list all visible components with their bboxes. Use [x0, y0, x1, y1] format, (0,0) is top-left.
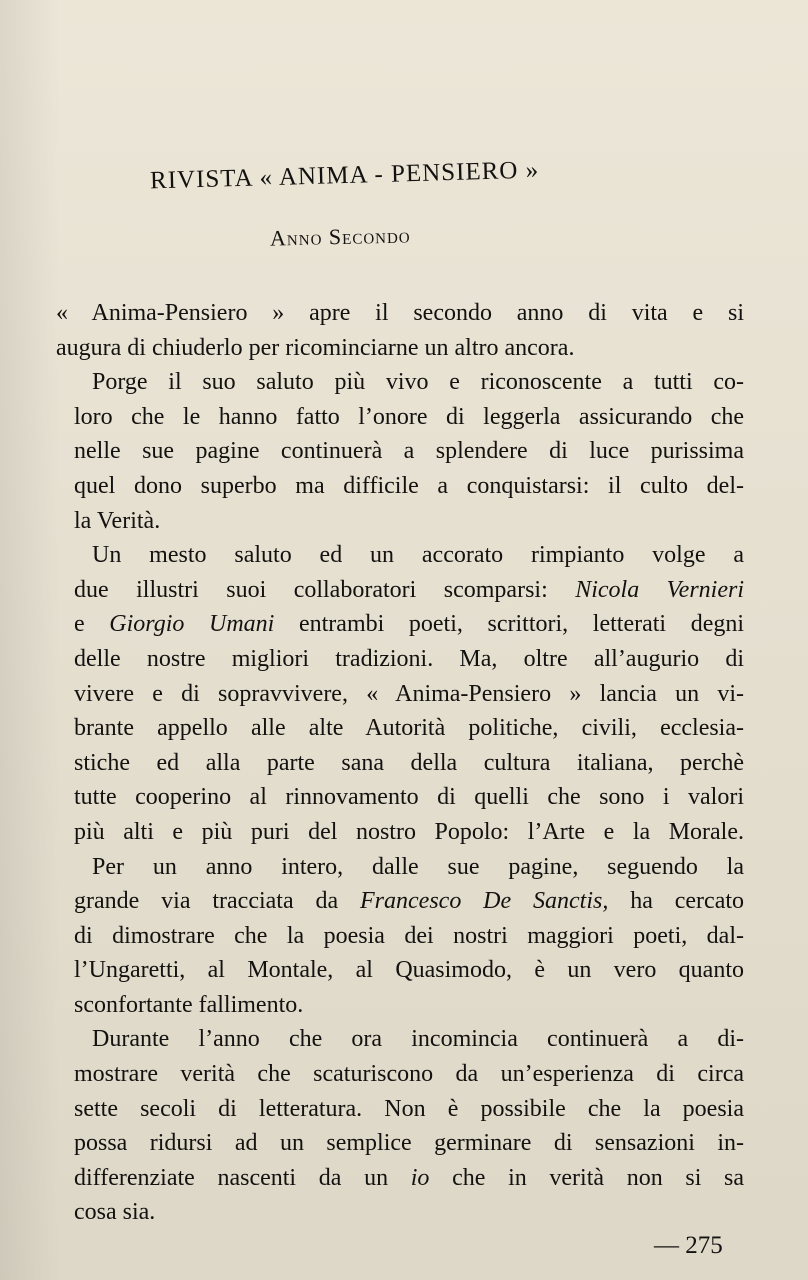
text-line: la Verità.	[74, 507, 161, 534]
author-name-de-sanctis: Francesco De Sanctis,	[360, 888, 609, 915]
text-segment: entrambi poeti, scrittori, letterati degni	[298, 611, 745, 638]
text-line: l’Ungaretti, al Montale, al Quasimodo, è un vero quanto	[74, 957, 744, 984]
text-line	[56, 573, 744, 608]
text-line: cosa sia.	[74, 1199, 156, 1226]
text-line: delle nostre migliori tradizioni. Ma, oltre all’augurio di	[74, 645, 744, 672]
paragraph-3	[56, 538, 744, 849]
page-number: — 275	[654, 1232, 723, 1259]
article-heading: RIVISTA « ANIMA - PENSIERO »	[149, 156, 540, 195]
text-line: loro che le hanno fatto l’onore di leggerla assicurando che	[74, 403, 744, 430]
paragraph-5	[56, 1022, 744, 1230]
text-line	[56, 607, 744, 642]
author-name-vernieri: Nicola Vernieri	[575, 576, 744, 603]
text-line: tutte cooperino al rinnovamento di quelli che sono i valori	[74, 784, 744, 811]
text-line: sconfortante fallimento.	[74, 991, 304, 1018]
text-segment: grande via tracciata da	[74, 888, 339, 915]
text-line: stiche ed alla parte sana della cultura italiana, perchè	[74, 749, 744, 776]
text-line	[56, 884, 744, 919]
text-line: Porge il suo saluto più vivo e riconoscente a tutti co-	[92, 369, 744, 396]
text-line: vivere e di sopravvivere, « Anima-Pensiero » lancia un vi-	[74, 680, 744, 707]
text-line: Durante l’anno che ora incomincia continuerà a di-	[92, 1026, 744, 1053]
author-name-umani: Giorgio Umani	[109, 611, 275, 638]
text-line: più alti e più puri del nostro Popolo: l’Arte e la Morale.	[74, 818, 744, 845]
text-line: nelle sue pagine continuerà a splendere di luce purissima	[74, 438, 744, 465]
paragraph-4	[56, 850, 744, 1023]
text-segment: ha cercato	[630, 888, 745, 915]
paragraph-1	[56, 296, 744, 365]
text-line: augura di chiuderlo per ricominciarne un altro ancora.	[56, 334, 575, 361]
text-line: brante appello alle alte Autorità politiche, civili, ecclesia-	[74, 715, 744, 742]
text-segment: che in verità non si sa	[452, 1164, 745, 1191]
text-segment: e	[74, 611, 85, 638]
text-line: Un mesto saluto ed un accorato rimpianto volge a	[92, 542, 744, 569]
italic-word-io: io	[410, 1164, 430, 1191]
article-subheading: Anno Secondo	[269, 222, 411, 251]
article-body	[56, 296, 744, 1230]
text-segment: differenziate nascenti da un	[74, 1164, 389, 1191]
text-line: quel dono superbo ma difficile a conquistarsi: il culto del-	[74, 472, 744, 499]
text-line: « Anima-Pensiero » apre il secondo anno di vita e si	[56, 300, 744, 326]
text-line: possa ridursi ad un semplice germinare di sensazioni in-	[74, 1130, 744, 1157]
text-line: mostrare verità che scaturiscono da un’esperienza di circa	[74, 1061, 744, 1088]
text-line: sette secoli di letteratura. Non è possibile che la poesia	[74, 1095, 744, 1122]
text-line	[56, 1161, 744, 1196]
text-line: di dimostrare che la poesia dei nostri maggiori poeti, dal-	[74, 922, 744, 949]
paragraph-2	[56, 365, 744, 538]
text-segment: due illustri suoi collaboratori scomparsi:	[74, 576, 548, 603]
text-line: Per un anno intero, dalle sue pagine, seguendo la	[92, 853, 744, 880]
